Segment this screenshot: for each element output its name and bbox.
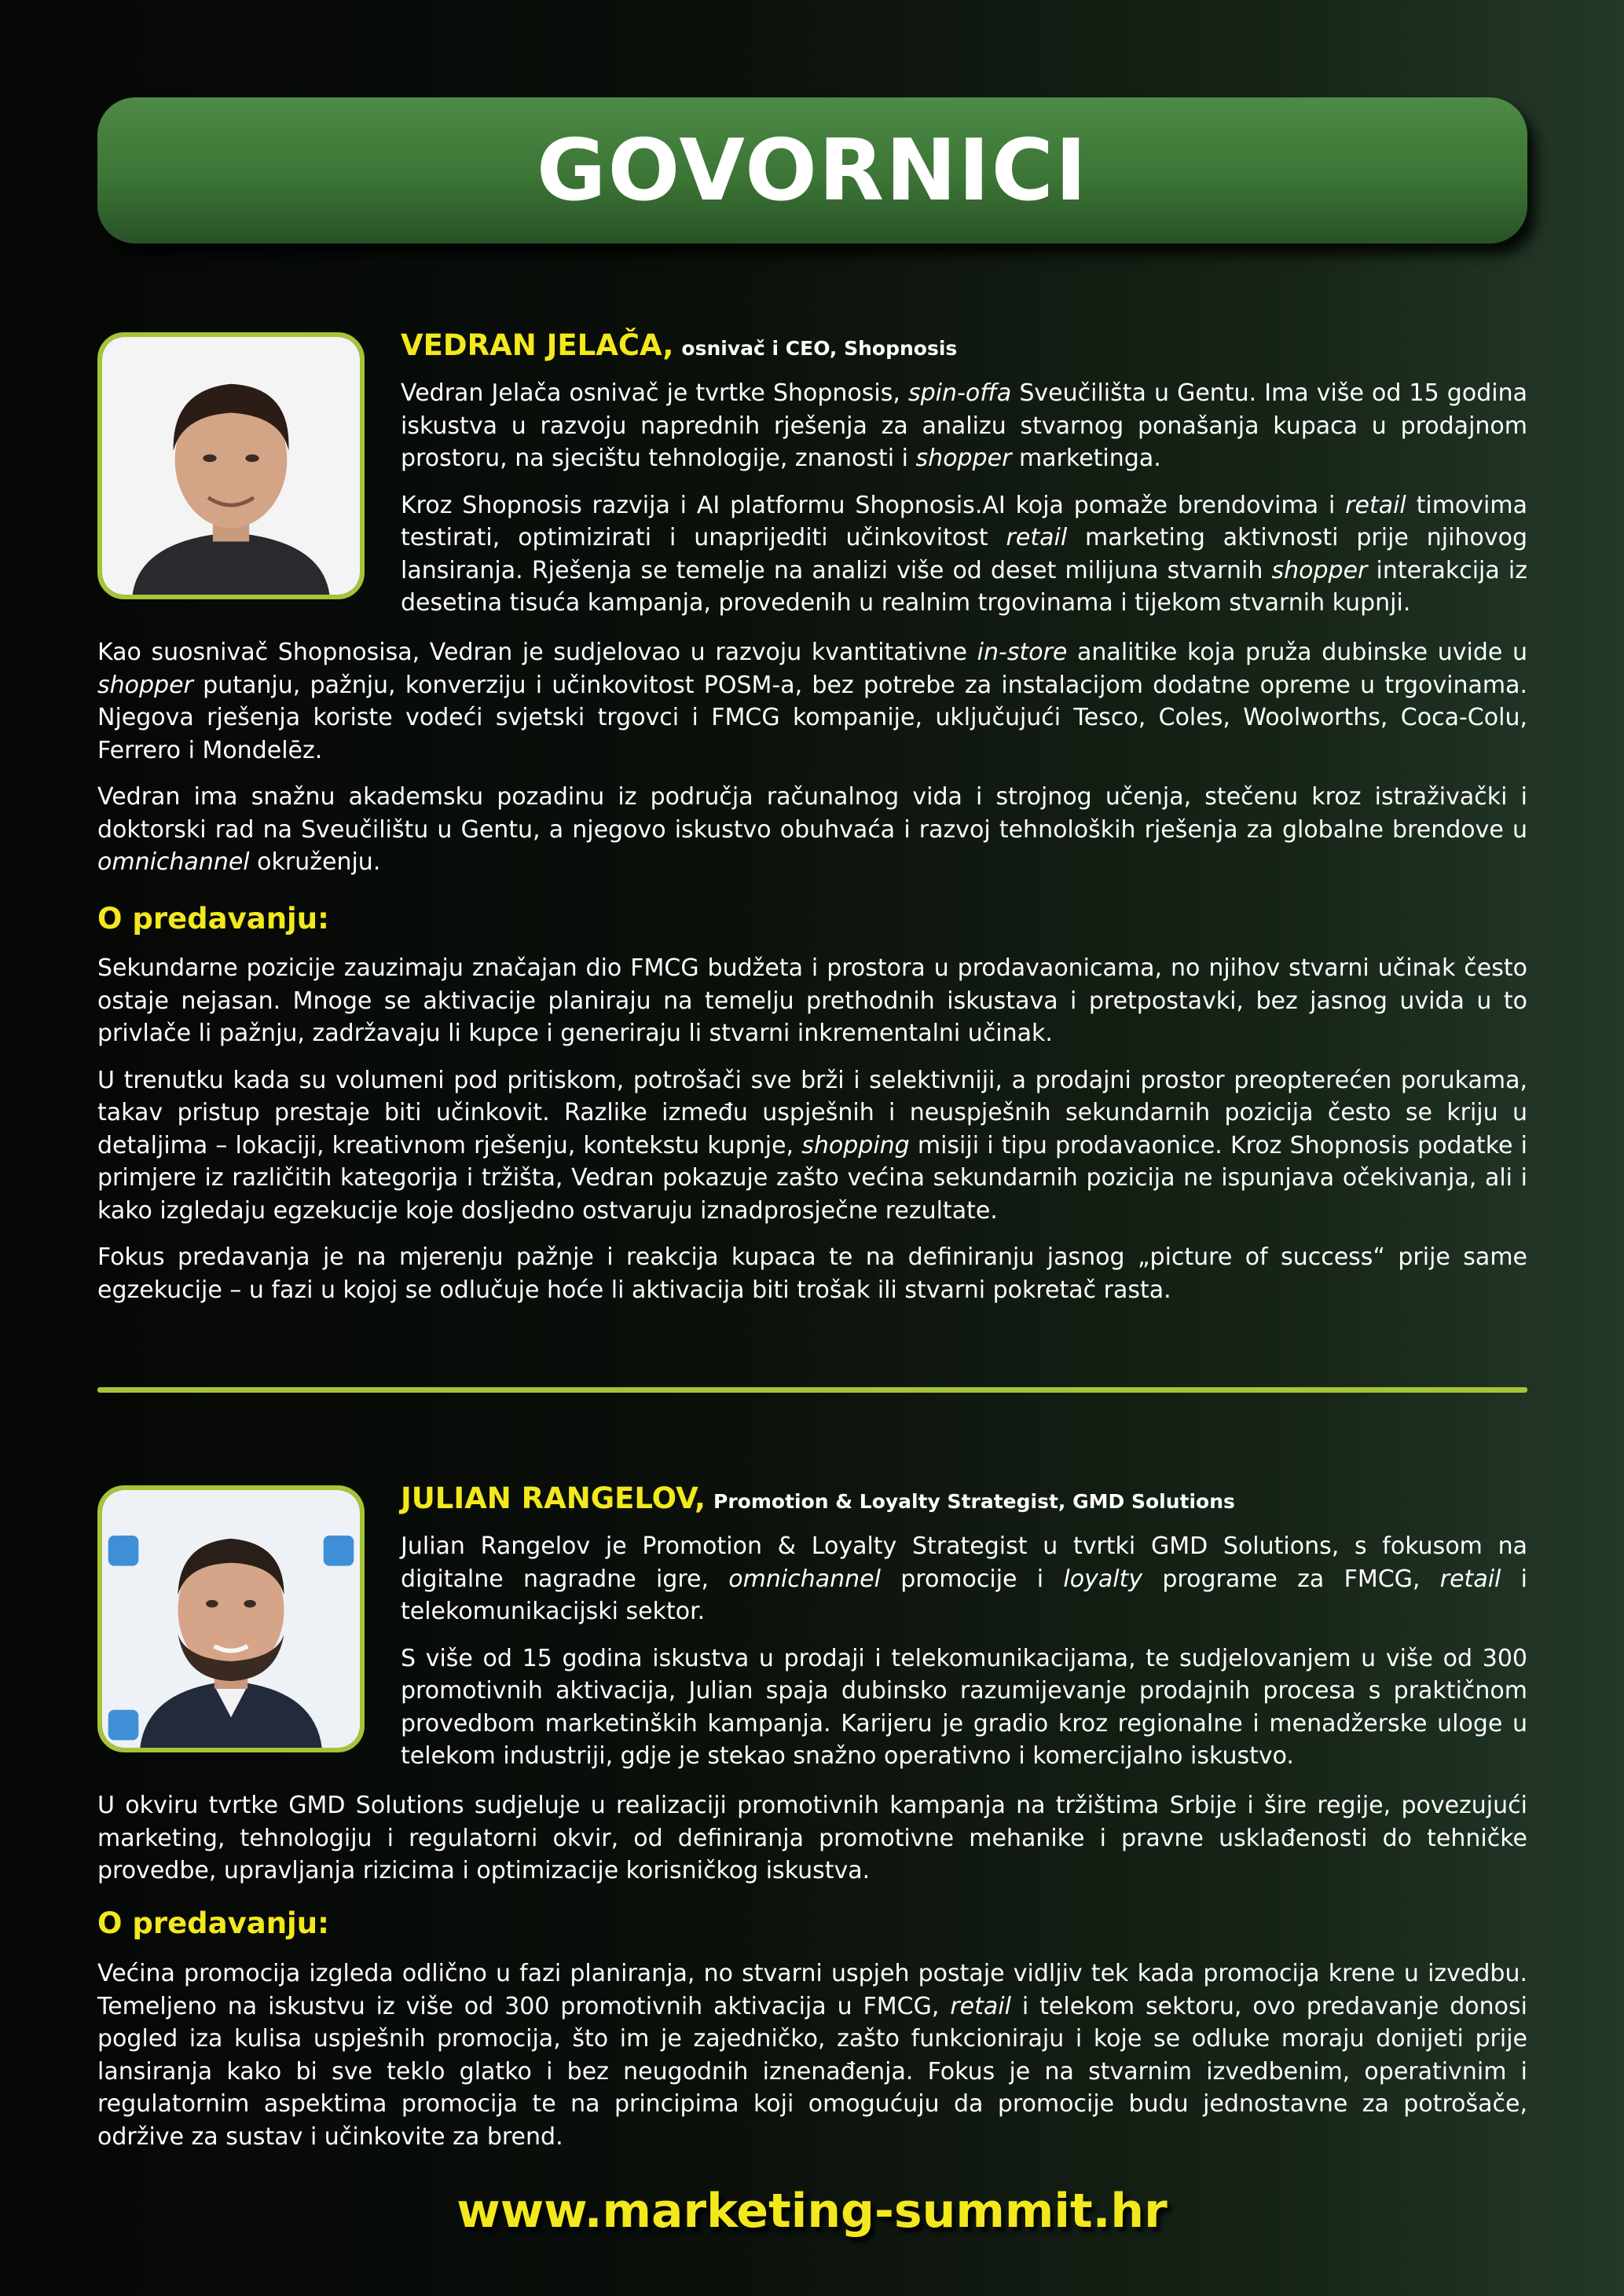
abstract-paragraph: Većina promocija izgleda odlično u fazi planiranja, no stvarni uspjeh postaje vidljiv tek kada promocija krene u izvedbu. Temeljeno na iskustvu iz više od 300 promotivnih aktivacija u FMCG, retail i telekom sektoru, ovo predavanje donosi pogled iza kulisa uspješnih promocija, što im je zajedničko, zašto funkcioniraju i koje se odluke moraju donijeti prije lansiranja kako bi sve teklo glatko i bez neugodnih iznenađenja. Fokus je na stvarnim izvedbenim, operativnim i regulatornim aspektima promocija te na principima koji omogućuju da promocije budu jednostavne za potrošače, održive za sustav i učinkovite za brend. xyxy=(97,1960,1527,2151)
talk-abstract-2 xyxy=(97,1957,1527,2167)
section-divider xyxy=(97,1387,1527,1393)
bio-paragraph: U okviru tvrtke GMD Solutions sudjeluje u realizaciji promotivnih kampanja na tržištima Srbije i šire regije, povezujući marketing, tehnologiju i regulatorni okvir, od definiranja promotivne mehanike i pravne usklađenosti do tehničke provedbe, upravljanja rizicima i optimizacije korisničkog iskustva. xyxy=(97,1792,1527,1884)
speaker-name: VEDRAN JELAČA, xyxy=(401,328,674,362)
bio-paragraph: S više od 15 godina iskustva u prodaji i telekomunikacijama, te sudjelovanjem u više od 300 promotivnih aktivacija, Julian spaja dubinsko razumijevanje prodajnih procesa s praktičnom provedbom marketinških kampanja. Karijeru je gradio kroz regionalne i menadžerske uloge u telekom industriji, gdje je stekao snažno operativno i komercijalno iskustvo. xyxy=(401,1644,1527,1770)
speaker-photo-julian xyxy=(97,1485,365,1752)
speaker-role: osnivač i CEO, Shopnosis xyxy=(681,337,958,360)
page-title: GOVORNICI xyxy=(536,121,1089,220)
abstract-paragraph: Sekundarne pozicije zauzimaju značajan dio FMCG budžeta i prostora u prodavaonicama, no njihov stvarni učinak često ostaje nejasan. Mnoge se aktivacije planiraju na temelju prethodnih iskustava i pretpostavki, bez jasnog uvida u to privlače li pažnju, zadržavaju li kupce i generiraju li stvarni inkrementalni učinak. xyxy=(97,954,1527,1047)
section-heading-talk-1: O predavanju: xyxy=(97,902,329,936)
speaker-name-line-1 xyxy=(401,328,957,362)
speaker-photo-vedran xyxy=(97,332,365,599)
bio-intro-1 xyxy=(401,377,1527,634)
bio-intro-2 xyxy=(401,1530,1527,1787)
website-url[interactable]: www.marketing-summit.hr xyxy=(456,2184,1168,2239)
speaker-role: Promotion & Loyalty Strategist, GMD Solutions xyxy=(713,1490,1235,1513)
bio-paragraph: Vedran Jelača osnivač je tvrtke Shopnosis, spin-offa Sveučilišta u Gentu. Ima više od 15 godina iskustva u razvoju naprednih rješenja za analizu stvarnog ponašanja kupaca u prodajnom prostoru, na sjecištu tehnologije, znanosti i shopper marketinga. xyxy=(401,379,1527,472)
bio-body-1 xyxy=(97,636,1527,893)
bio-paragraph: Kao suosnivač Shopnosisa, Vedran je sudjelovao u razvoju kvantitativne in-store analitike koja pruža dubinske uvide u shopper putanju, pažnju, konverziju i učinkovitost POSM-a, bez potrebe za instalacijom dodatne opreme u trgovinama. Njegova rješenja koriste vodeći svjetski trgovci i FMCG kompanije, uključujući Tesco, Coles, Woolworths, Coca-Colu, Ferrero i Mondelēz. xyxy=(97,639,1527,764)
portrait-image xyxy=(102,1490,360,1748)
section-heading-talk-2: O predavanju: xyxy=(97,1906,329,1940)
abstract-paragraph: U trenutku kada su volumeni pod pritiskom, potrošači sve brži i selektivniji, a prodajni prostor preopterećen porukama, takav pristup prestaje biti učinkovit. Razlike između uspješnih i neuspješnih sekundarnih pozicija često se kriju u detaljima – lokaciji, kreativnom rješenju, kontekstu kupnje, shopping misiji i tipu prodavaonice. Kroz Shopnosis podatke i primjere iz različitih kategorija i tržišta, Vedran pokazuje zašto većina sekundarnih pozicija ne ispunjava očekivanja, ali i kako izgledaju egzekucije koje dosljedno ostvaruju iznadprosječne rezultate. xyxy=(97,1066,1527,1225)
portrait-image xyxy=(102,337,360,595)
header-banner xyxy=(97,97,1527,244)
bio-paragraph: Vedran ima snažnu akademsku pozadinu iz područja računalnog vida i strojnog učenja, stečenu kroz istraživački i doktorski rad na Sveučilištu u Gentu, a njegovo iskustvo obuhvaća i razvoj tehnoloških rješenja za globalne brendove u omnichannel okruženju. xyxy=(97,783,1527,876)
bio-paragraph: Julian Rangelov je Promotion & Loyalty Strategist u tvrtki GMD Solutions, s fokusom na digitalne nagradne igre, omnichannel promocije i loyalty programe za FMCG, retail i telekomunikacijski sektor. xyxy=(401,1532,1527,1625)
speaker-name: JULIAN RANGELOV, xyxy=(401,1481,706,1515)
talk-abstract-1 xyxy=(97,952,1527,1320)
bio-body-2 xyxy=(97,1789,1527,1902)
bio-paragraph: Kroz Shopnosis razvija i AI platformu Shopnosis.AI koja pomaže brendovima i retail timovima testirati, optimizirati i unaprijediti učinkovitost retail marketing aktivnosti prije njihovog lansiranja. Rješenja se temelje na analizi više od deset milijuna stvarnih shopper interakcija iz desetina tisuća kampanja, provedenih u realnim trgovinama i tijekom stvarnih kupnji. xyxy=(401,491,1527,617)
abstract-paragraph: Fokus predavanja je na mjerenju pažnje i reakcija kupaca te na definiranju jasnog „picture of success“ prije same egzekucije – u fazi u kojoj se odlučuje hoće li aktivacija biti trošak ili stvarni pokretač rasta. xyxy=(97,1243,1527,1304)
speaker-name-line-2 xyxy=(401,1481,1235,1515)
